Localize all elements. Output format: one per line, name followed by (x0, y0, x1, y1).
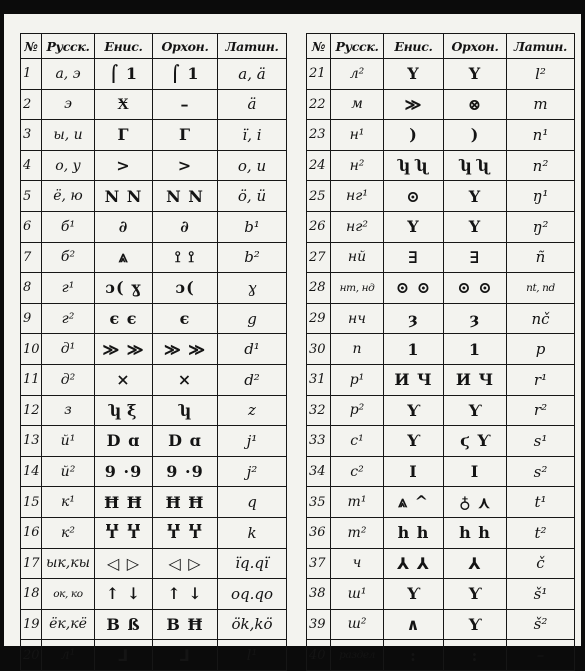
alphabet-table-left (20, 33, 287, 671)
orkhon-glyph: 9 ·9 (153, 456, 218, 487)
latin-transcription: l² (507, 59, 575, 90)
yenisei-glyph: 9 ·9 (95, 456, 153, 487)
russian-letter: з (42, 395, 95, 426)
yenisei-glyph: × (95, 364, 153, 395)
yenisei-glyph: ⌠ 1 (95, 59, 153, 90)
russian-letter: ч (331, 548, 384, 579)
orkhon-glyph: ⊙ ⊙ (444, 273, 507, 304)
row-number: 39 (307, 609, 331, 640)
orkhon-glyph: Y (444, 181, 507, 212)
table-row (307, 334, 575, 365)
orkhon-glyph: ⟟ ⟟ (153, 242, 218, 273)
orkhon-glyph: ∃ (444, 242, 507, 273)
orkhon-glyph: ɔ( (153, 273, 218, 304)
table-row (21, 517, 287, 548)
table-row (307, 517, 575, 548)
russian-letter: к² (42, 517, 95, 548)
orkhon-glyph: > (153, 150, 218, 181)
table-row (21, 426, 287, 457)
yenisei-glyph: Ħ Ħ (95, 487, 153, 518)
yenisei-glyph: Ⴤ Ⴤ (95, 517, 153, 548)
russian-letter: с² (331, 456, 384, 487)
row-number: 16 (21, 517, 42, 548)
orkhon-glyph: Y (444, 211, 507, 242)
orkhon-glyph: ȝ (444, 303, 507, 334)
yenisei-glyph: Ν Ν (95, 181, 153, 212)
yenisei-glyph: B ß (95, 609, 153, 640)
latin-transcription: p (507, 334, 575, 365)
yenisei-glyph: Ӿ (95, 89, 153, 120)
orkhon-glyph: Ƴ (444, 395, 507, 426)
yenisei-glyph: Y (384, 211, 444, 242)
table-row (21, 395, 287, 426)
header-russian: Русск. (331, 34, 384, 59)
row-number: 29 (307, 303, 331, 334)
latin-transcription: ï, i (218, 120, 287, 151)
row-number: 34 (307, 456, 331, 487)
table-row (21, 640, 287, 671)
row-number: 13 (21, 426, 42, 457)
row-number: 36 (307, 517, 331, 548)
russian-letter: р² (331, 395, 384, 426)
latin-transcription: oq.qo (218, 579, 287, 610)
orkhon-glyph: h h (444, 517, 507, 548)
row-number: 23 (307, 120, 331, 151)
orkhon-glyph: ϵ (153, 303, 218, 334)
yenisei-glyph: h h (384, 517, 444, 548)
orkhon-glyph: ∂ (153, 211, 218, 242)
table-header-row (21, 34, 287, 59)
latin-transcription: o, u (218, 150, 287, 181)
orkhon-glyph: ⅃ (153, 640, 218, 671)
latin-transcription: j¹ (218, 426, 287, 457)
russian-letter: г² (42, 303, 95, 334)
russian-letter: ё, ю (42, 181, 95, 212)
orkhon-glyph: Ƴ (444, 609, 507, 640)
latin-transcription: č (507, 548, 575, 579)
row-number: 8 (21, 273, 42, 304)
table-row (21, 211, 287, 242)
yenisei-glyph: ȝ (384, 303, 444, 334)
table-row (21, 181, 287, 212)
orkhon-glyph: 1 (444, 334, 507, 365)
yenisei-glyph: D ɑ (95, 426, 153, 457)
orkhon-glyph: Y (444, 59, 507, 90)
yenisei-glyph: ʮ ξ (95, 395, 153, 426)
russian-letter: п (331, 334, 384, 365)
latin-transcription: ɣ (218, 273, 287, 304)
orkhon-glyph: ʮ ʯ (444, 150, 507, 181)
latin-transcription: d¹ (218, 334, 287, 365)
latin-transcription: ök,kö (218, 609, 287, 640)
table-row (307, 59, 575, 90)
latin-transcription: t² (507, 517, 575, 548)
orkhon-glyph: ♁ ⋏ (444, 487, 507, 518)
row-number: 5 (21, 181, 42, 212)
yenisei-glyph: ⩓ ^ (384, 487, 444, 518)
orkhon-glyph: И Ч (444, 364, 507, 395)
latin-transcription: q (218, 487, 287, 518)
table-row (21, 609, 287, 640)
yenisei-glyph: ⅃ (95, 640, 153, 671)
header-orkhon: Орхон. (153, 34, 218, 59)
yenisei-glyph: ≫ (384, 89, 444, 120)
russian-letter: ок, ко (42, 579, 95, 610)
yenisei-glyph: ϵ ϵ (95, 303, 153, 334)
russian-letter: н² (331, 150, 384, 181)
latin-transcription: nt, nd (507, 273, 575, 304)
yenisei-glyph: Y (384, 59, 444, 90)
row-number: 12 (21, 395, 42, 426)
orkhon-glyph: ≫ ≫ (153, 334, 218, 365)
table-row (21, 579, 287, 610)
alphabet-table-right (306, 33, 575, 671)
table-row (21, 89, 287, 120)
row-number: 6 (21, 211, 42, 242)
orkhon-glyph: Ν Ν (153, 181, 218, 212)
row-number: 27 (307, 242, 331, 273)
table-row (21, 456, 287, 487)
table-row (307, 303, 575, 334)
russian-letter: б² (42, 242, 95, 273)
latin-transcription: j² (218, 456, 287, 487)
row-number: 11 (21, 364, 42, 395)
orkhon-glyph: ◁ ▷ (153, 548, 218, 579)
table-row (307, 211, 575, 242)
russian-letter: ёк,кё (42, 609, 95, 640)
russian-letter: э (42, 89, 95, 120)
latin-transcription: s¹ (507, 426, 575, 457)
row-number: 30 (307, 334, 331, 365)
header-latin: Латин. (507, 34, 575, 59)
russian-letter: н¹ (331, 120, 384, 151)
russian-letter: й² (42, 456, 95, 487)
yenisei-glyph: Ƴ (384, 426, 444, 457)
row-number: 21 (307, 59, 331, 90)
russian-letter: т¹ (331, 487, 384, 518)
yenisei-glyph: Г (95, 120, 153, 151)
orkhon-glyph: ⊗ (444, 89, 507, 120)
orkhon-glyph: ʮ (153, 395, 218, 426)
table-row (307, 150, 575, 181)
russian-letter: б¹ (42, 211, 95, 242)
yenisei-glyph: > (95, 150, 153, 181)
yenisei-glyph: ◁ ▷ (95, 548, 153, 579)
table-row (307, 364, 575, 395)
orkhon-glyph: ⌠ 1 (153, 59, 218, 90)
row-number: 37 (307, 548, 331, 579)
row-number: 15 (21, 487, 42, 518)
header-yenisei: Енис. (95, 34, 153, 59)
latin-transcription: – (507, 640, 575, 671)
latin-transcription: nč (507, 303, 575, 334)
russian-letter: с¹ (331, 426, 384, 457)
latin-transcription: d² (218, 364, 287, 395)
table-row (21, 487, 287, 518)
table-row (307, 273, 575, 304)
orkhon-glyph: B Ħ (153, 609, 218, 640)
table-row (21, 150, 287, 181)
latin-transcription: s² (507, 456, 575, 487)
russian-letter: нй (331, 242, 384, 273)
latin-transcription: š² (507, 609, 575, 640)
russian-letter: к¹ (42, 487, 95, 518)
latin-transcription: š¹ (507, 579, 575, 610)
orkhon-glyph: Ⴤ Ⴤ (153, 517, 218, 548)
table-row (307, 89, 575, 120)
russian-letter: д¹ (42, 334, 95, 365)
table-row (307, 395, 575, 426)
yenisei-glyph: ≫ ≫ (95, 334, 153, 365)
russian-letter: р¹ (331, 364, 384, 395)
table-row (307, 487, 575, 518)
row-number: 38 (307, 579, 331, 610)
table-row (307, 640, 575, 671)
row-number: 2 (21, 89, 42, 120)
header-latin: Латин. (218, 34, 287, 59)
latin-transcription: ïq.qï (218, 548, 287, 579)
orkhon-glyph: : (444, 640, 507, 671)
row-number: 7 (21, 242, 42, 273)
russian-letter: нг¹ (331, 181, 384, 212)
table-row (307, 456, 575, 487)
table-row (307, 579, 575, 610)
latin-transcription: ŋ² (507, 211, 575, 242)
latin-transcription: g (218, 303, 287, 334)
table-row (21, 120, 287, 151)
table-header-row (307, 34, 575, 59)
orkhon-glyph: I (444, 456, 507, 487)
orkhon-glyph: – (153, 89, 218, 120)
orkhon-glyph: ↑ ↓ (153, 579, 218, 610)
header-russian: Русск. (42, 34, 95, 59)
orkhon-glyph: ) (444, 120, 507, 151)
row-number: 28 (307, 273, 331, 304)
latin-transcription: k (218, 517, 287, 548)
table-row (307, 181, 575, 212)
header-orkhon: Орхон. (444, 34, 507, 59)
table-row (21, 303, 287, 334)
row-number: 20 (21, 640, 42, 671)
table-row (21, 59, 287, 90)
russian-letter: т² (331, 517, 384, 548)
yenisei-glyph: ∂ (95, 211, 153, 242)
yenisei-glyph: ⩓ (95, 242, 153, 273)
table-row (307, 548, 575, 579)
russian-letter: нт, нд (331, 273, 384, 304)
russian-letter: раздел (331, 640, 384, 671)
table-row (21, 334, 287, 365)
table-row (307, 609, 575, 640)
latin-transcription: n² (507, 150, 575, 181)
yenisei-glyph: 1 (384, 334, 444, 365)
yenisei-glyph: : (384, 640, 444, 671)
row-number: 25 (307, 181, 331, 212)
orkhon-glyph: ϛ Ƴ (444, 426, 507, 457)
latin-transcription: r¹ (507, 364, 575, 395)
russian-letter: г¹ (42, 273, 95, 304)
latin-transcription: ŋ¹ (507, 181, 575, 212)
yenisei-glyph: ∧ (384, 609, 444, 640)
russian-letter: м (331, 89, 384, 120)
russian-letter: о, у (42, 150, 95, 181)
russian-letter: л¹ (42, 640, 95, 671)
paper-sheet (4, 14, 581, 665)
russian-letter: а, э (42, 59, 95, 90)
row-number: 24 (307, 150, 331, 181)
orkhon-glyph: D ɑ (153, 426, 218, 457)
table-row (307, 120, 575, 151)
header-number: № (307, 34, 331, 59)
yenisei-glyph: I (384, 456, 444, 487)
russian-letter: нг² (331, 211, 384, 242)
row-number: 40 (307, 640, 331, 671)
latin-transcription: b² (218, 242, 287, 273)
yenisei-glyph: ʮ ʯ (384, 150, 444, 181)
yenisei-glyph: ⊙ (384, 181, 444, 212)
header-number: № (21, 34, 42, 59)
table-row (21, 548, 287, 579)
row-number: 22 (307, 89, 331, 120)
row-number: 3 (21, 120, 42, 151)
table-row (21, 242, 287, 273)
row-number: 4 (21, 150, 42, 181)
row-number: 31 (307, 364, 331, 395)
yenisei-glyph: ⊙ ⊙ (384, 273, 444, 304)
russian-letter: ш¹ (331, 579, 384, 610)
row-number: 1 (21, 59, 42, 90)
row-number: 14 (21, 456, 42, 487)
orkhon-glyph: ⅄ (444, 548, 507, 579)
row-number: 10 (21, 334, 42, 365)
yenisei-glyph: Ƴ (384, 395, 444, 426)
russian-letter: ык,кы (42, 548, 95, 579)
orkhon-glyph: Ƴ (444, 579, 507, 610)
latin-transcription: m (507, 89, 575, 120)
yenisei-glyph: ) (384, 120, 444, 151)
row-number: 33 (307, 426, 331, 457)
russian-letter: й¹ (42, 426, 95, 457)
yenisei-glyph: ↑ ↓ (95, 579, 153, 610)
russian-letter: л² (331, 59, 384, 90)
row-number: 35 (307, 487, 331, 518)
russian-letter: д² (42, 364, 95, 395)
yenisei-glyph: Ƴ (384, 579, 444, 610)
row-number: 9 (21, 303, 42, 334)
russian-letter: ш² (331, 609, 384, 640)
latin-transcription: a, ä (218, 59, 287, 90)
row-number: 17 (21, 548, 42, 579)
row-number: 19 (21, 609, 42, 640)
yenisei-glyph: И Ч (384, 364, 444, 395)
latin-transcription: t¹ (507, 487, 575, 518)
header-yenisei: Енис. (384, 34, 444, 59)
latin-transcription: ö, ü (218, 181, 287, 212)
table-row (21, 364, 287, 395)
orkhon-glyph: Г (153, 120, 218, 151)
row-number: 18 (21, 579, 42, 610)
table-row (307, 242, 575, 273)
yenisei-glyph: ∃ (384, 242, 444, 273)
latin-transcription: b¹ (218, 211, 287, 242)
row-number: 32 (307, 395, 331, 426)
latin-transcription: ñ (507, 242, 575, 273)
orkhon-glyph: Ħ Ħ (153, 487, 218, 518)
row-number: 26 (307, 211, 331, 242)
yenisei-glyph: ɔ( ɣ (95, 273, 153, 304)
table-row (21, 273, 287, 304)
orkhon-glyph: × (153, 364, 218, 395)
latin-transcription: n¹ (507, 120, 575, 151)
latin-transcription: ä (218, 89, 287, 120)
russian-letter: ы, и (42, 120, 95, 151)
table-row (307, 426, 575, 457)
latin-transcription: z (218, 395, 287, 426)
latin-transcription: r² (507, 395, 575, 426)
russian-letter: нч (331, 303, 384, 334)
yenisei-glyph: ⅄ ⅄ (384, 548, 444, 579)
latin-transcription: l¹ (218, 640, 287, 671)
